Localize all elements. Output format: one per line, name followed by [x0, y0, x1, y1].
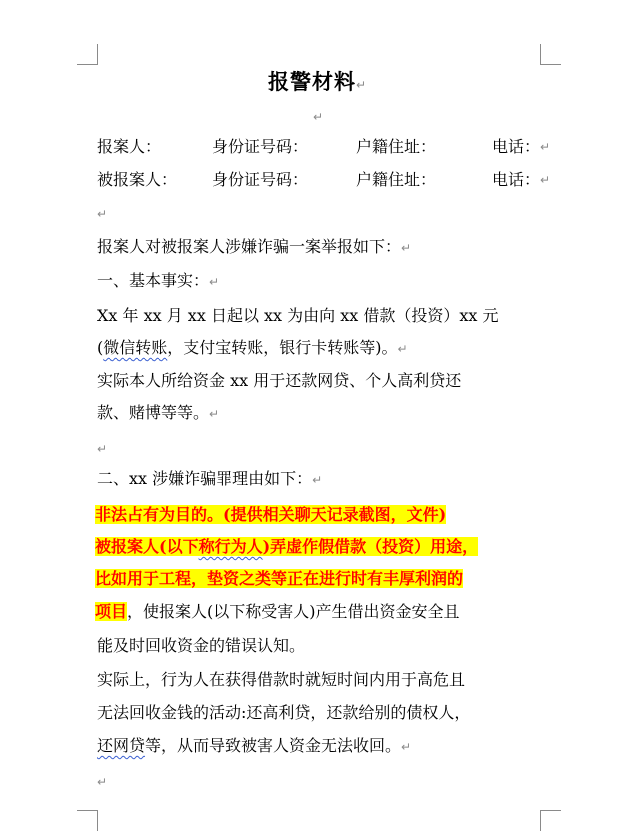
paragraph-mark: ↵	[97, 775, 108, 789]
facts-text: Xx 年 xx 月 xx 日起以 xx 为由向 xx 借款（投资）xx 元	[97, 306, 499, 325]
highlighted-text: 被报案人(以下	[95, 537, 199, 556]
section2-paragraph3-line3[interactable]	[97, 734, 411, 758]
paragraph-mark: ↵	[97, 207, 108, 221]
paragraph-mark: ↵	[540, 140, 551, 154]
reported-person-info-row[interactable]	[97, 168, 557, 192]
section2-heading[interactable]	[97, 467, 322, 491]
paragraph-mark: ↵	[355, 78, 368, 92]
funds-use-text: 款、赌博等等。	[97, 403, 210, 422]
paragraph-mark: ↵	[540, 173, 551, 187]
reporter-info-row[interactable]	[97, 135, 557, 159]
phone-label: 电话：	[492, 137, 541, 156]
section1-paragraph1-line2[interactable]	[97, 336, 408, 360]
reporter-label: 报案人：	[97, 137, 162, 156]
address-label: 户籍住址：	[356, 170, 437, 189]
margin-corner-top-left	[77, 44, 98, 65]
section2-paragraph3-line2[interactable]	[97, 701, 470, 725]
section1-heading-text: 一、基本事实：	[97, 271, 210, 290]
body-text: ，使报案人(以下称受害人)产生借出资金安全且	[127, 602, 460, 621]
highlighted-line-3[interactable]	[95, 565, 463, 592]
section1-paragraph2-line2[interactable]	[97, 401, 219, 425]
paragraph-mark: ↵	[401, 740, 412, 754]
spellcheck-flagged-word: 还网贷	[97, 736, 146, 755]
address-label: 户籍住址：	[356, 137, 437, 156]
section2-paragraph3-line1[interactable]	[97, 668, 465, 692]
margin-corner-bottom-right	[540, 810, 561, 831]
intro-paragraph[interactable]	[97, 235, 411, 259]
highlighted-line-2[interactable]	[95, 533, 478, 560]
facts-text: ，支付宝转账，银行卡转账等)。	[167, 338, 398, 357]
funds-use-text: 实际本人所给资金 xx 用于还款网贷、个人高利贷还	[97, 371, 462, 390]
section2-heading-text: 二、xx 涉嫌诈骗罪理由如下：	[97, 469, 313, 488]
phone-label: 电话：	[492, 170, 541, 189]
section2-line-4[interactable]	[95, 598, 460, 625]
paragraph-mark: ↵	[313, 110, 324, 124]
body-text: 能及时回收资金的错误认知。	[97, 636, 306, 655]
paragraph-mark: ↵	[97, 442, 108, 456]
highlighted-line-1[interactable]	[95, 501, 446, 528]
spellcheck-flagged-word: 微信转账	[103, 338, 168, 357]
margin-corner-top-right	[540, 44, 561, 65]
paren-open: (	[97, 338, 104, 357]
highlighted-text: 项目	[95, 602, 128, 621]
paragraph-mark: ↵	[209, 275, 220, 289]
margin-corner-bottom-left	[77, 810, 98, 831]
intro-text: 报案人对被报案人涉嫌诈骗一案举报如下：	[97, 237, 402, 256]
section1-heading[interactable]	[97, 269, 219, 293]
highlighted-text: 比如用于工程，垫资之类等正在进行时有丰厚利润的	[95, 569, 464, 588]
paragraph-mark: ↵	[397, 342, 408, 356]
title-text: 报警材料	[267, 69, 356, 94]
paragraph-mark: ↵	[209, 407, 220, 421]
document-title[interactable]	[0, 66, 635, 96]
body-text: 无法回收金钱的活动:还高利贷，还款给别的债权人，	[97, 703, 471, 722]
section1-paragraph1-line1[interactable]	[97, 304, 499, 328]
paragraph-mark: ↵	[401, 241, 412, 255]
highlighted-text: 非法占有为目的。(提供相关聊天记录截图，文件)	[95, 505, 447, 524]
section2-line-5[interactable]	[97, 634, 305, 658]
body-text: 实际上，行为人在获得借款时就短时间内用于高危且	[97, 670, 466, 689]
reported-person-label: 被报案人：	[97, 170, 178, 189]
highlighted-text: )弄虚作假借款（投资）用途，	[262, 537, 479, 556]
spellcheck-flagged-word: 称行为人	[198, 537, 263, 556]
id-number-label: 身份证号码：	[212, 137, 309, 156]
section1-paragraph2-line1[interactable]	[97, 369, 461, 393]
id-number-label: 身份证号码：	[212, 170, 309, 189]
paragraph-mark: ↵	[312, 473, 323, 487]
body-text: 等，从而导致被害人资金无法收回。	[145, 736, 402, 755]
